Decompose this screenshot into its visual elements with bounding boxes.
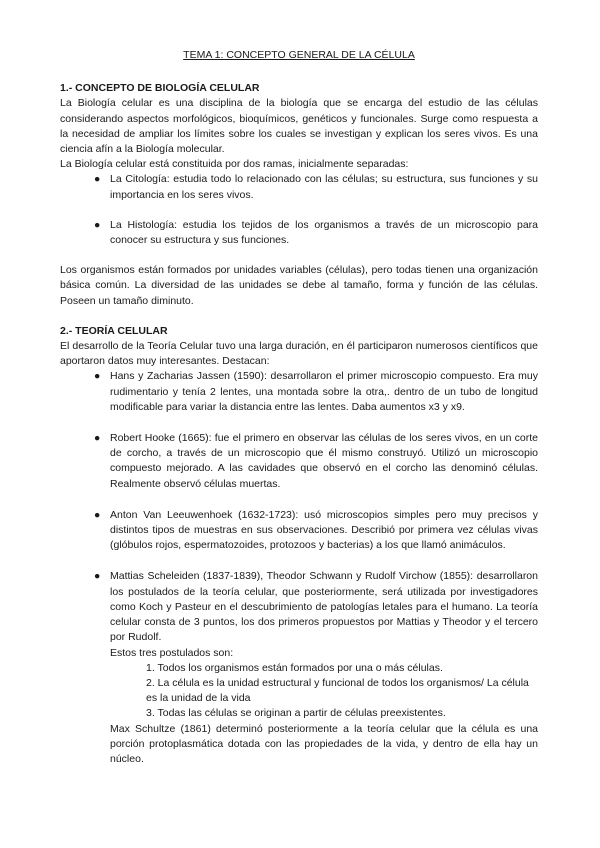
paragraph: La Biología celular es una disciplina de la biología que se encarga del estudio de las células considerando aspectos morfológicos, bioquímicos, genéticos y funcionales. Surge como respuesta a la necesidad de ampliar los límites sobre los cuales se investigan y explican los seres vivos. Es una ciencia afín a la Biología molecular.	[60, 97, 538, 156]
bullet-icon: ●	[94, 508, 101, 521]
list-item-text: La Citología: estudia todo lo relacionado con las células; su estructura, sus funciones y su importancia en los seres vivos.	[110, 173, 538, 201]
bullet-icon: ●	[94, 570, 101, 583]
bullet-list	[60, 369, 538, 645]
list-item-text: Mattias Scheleiden (1837-1839), Theodor Schwann y Rudolf Virchow (1855): desarrollaron los postulados de la teoría celular, que posteriormente, será utilizada por investigadores como Koch y Pasteur en el descubrimiento de patologías letales para el humano. La teoría celular consta de 3 puntos, los dos primeros propuestos por Mattias y Theodor y el tercero por Rudolf.	[110, 570, 538, 644]
postulate-item: 3. Todas las células se originan a partir de células preexistentes.	[146, 707, 446, 720]
paragraph: El desarrollo de la Teoría Celular tuvo una larga duración, en él participaron numerosos científicos que aportaron datos muy interesantes. Destacan:	[60, 340, 538, 368]
list-item-text: Hans y Zacharias Jassen (1590): desarrollaron el primer microscopio compuesto. Era muy rudimentario y tenía 2 lentes, una montada sobre la otra,. dentro de un tubo de longitud modificable para variar la distancia entre las lentes. Daba aumentos x3 y x9.	[110, 370, 538, 413]
list-item-text: Robert Hooke (1665): fue el primero en observar las células de los seres vivos, en un corte de corcho, a través de un microscopio que él mismo construyó. Utilizó un microscopio compuesto mejorado. A las cavidades que observó en el corcho las denominó células. Realmente observó células muertas.	[110, 432, 538, 490]
list-item-text: Anton Van Leeuwenhoek (1632-1723): usó microscopios simples pero muy precisos y distintos tipos de muestras en sus observaciones. Describió por primera vez células vivas (glóbulos rojos, espermatozoides, protozoos y bacterias) a los que llamó animáculos.	[110, 508, 538, 552]
list-item	[60, 172, 538, 202]
postulate-item: 1. Todos los organismos están formados por una o más células.	[146, 661, 443, 674]
list-item	[60, 218, 538, 248]
bullet-icon: ●	[94, 218, 101, 231]
list-item	[60, 569, 538, 645]
list-item-text: La Histología: estudia los tejidos de los organismos a través de un microscopio para conocer su estructura y sus funciones.	[110, 218, 538, 247]
section-heading: 2.- TEORÍA CELULAR	[60, 324, 168, 337]
postulates-intro: Estos tres postulados son:	[110, 646, 234, 659]
paragraph: Los organismos están formados por unidades variables (células), pero todas tienen una organización básica común. La diversidad de las unidades se debe al tamaño, forma y función de las células. Poseen un tamaño diminuto.	[60, 264, 538, 307]
section-teoria-celular	[60, 324, 538, 767]
postulates-list	[60, 661, 538, 722]
section-heading: 1.- CONCEPTO DE BIOLOGÍA CELULAR	[60, 82, 260, 95]
closing-paragraph: Max Schultze (1861) determinó posteriormente a la teoría celular que la célula es una porción protoplasmática dotada con las propiedades de la vida, y dentro de ella hay un núcleo.	[110, 722, 538, 765]
postulate-item: 2. La célula es la unidad estructural y funcional de todos los organismos/ La célula es la unidad de la vida	[146, 676, 529, 705]
list-item	[60, 369, 538, 415]
list-item	[60, 508, 538, 554]
list-item	[60, 431, 538, 492]
bullet-icon: ●	[94, 173, 101, 186]
paragraph: La Biología celular está constituida por dos ramas, inicialmente separadas:	[60, 158, 409, 171]
bullet-icon: ●	[94, 370, 101, 383]
section-biologia-celular	[60, 81, 538, 309]
bullet-icon: ●	[94, 432, 101, 445]
bullet-list	[60, 172, 538, 248]
document-title: TEMA 1: CONCEPTO GENERAL DE LA CÉLULA	[183, 49, 415, 61]
